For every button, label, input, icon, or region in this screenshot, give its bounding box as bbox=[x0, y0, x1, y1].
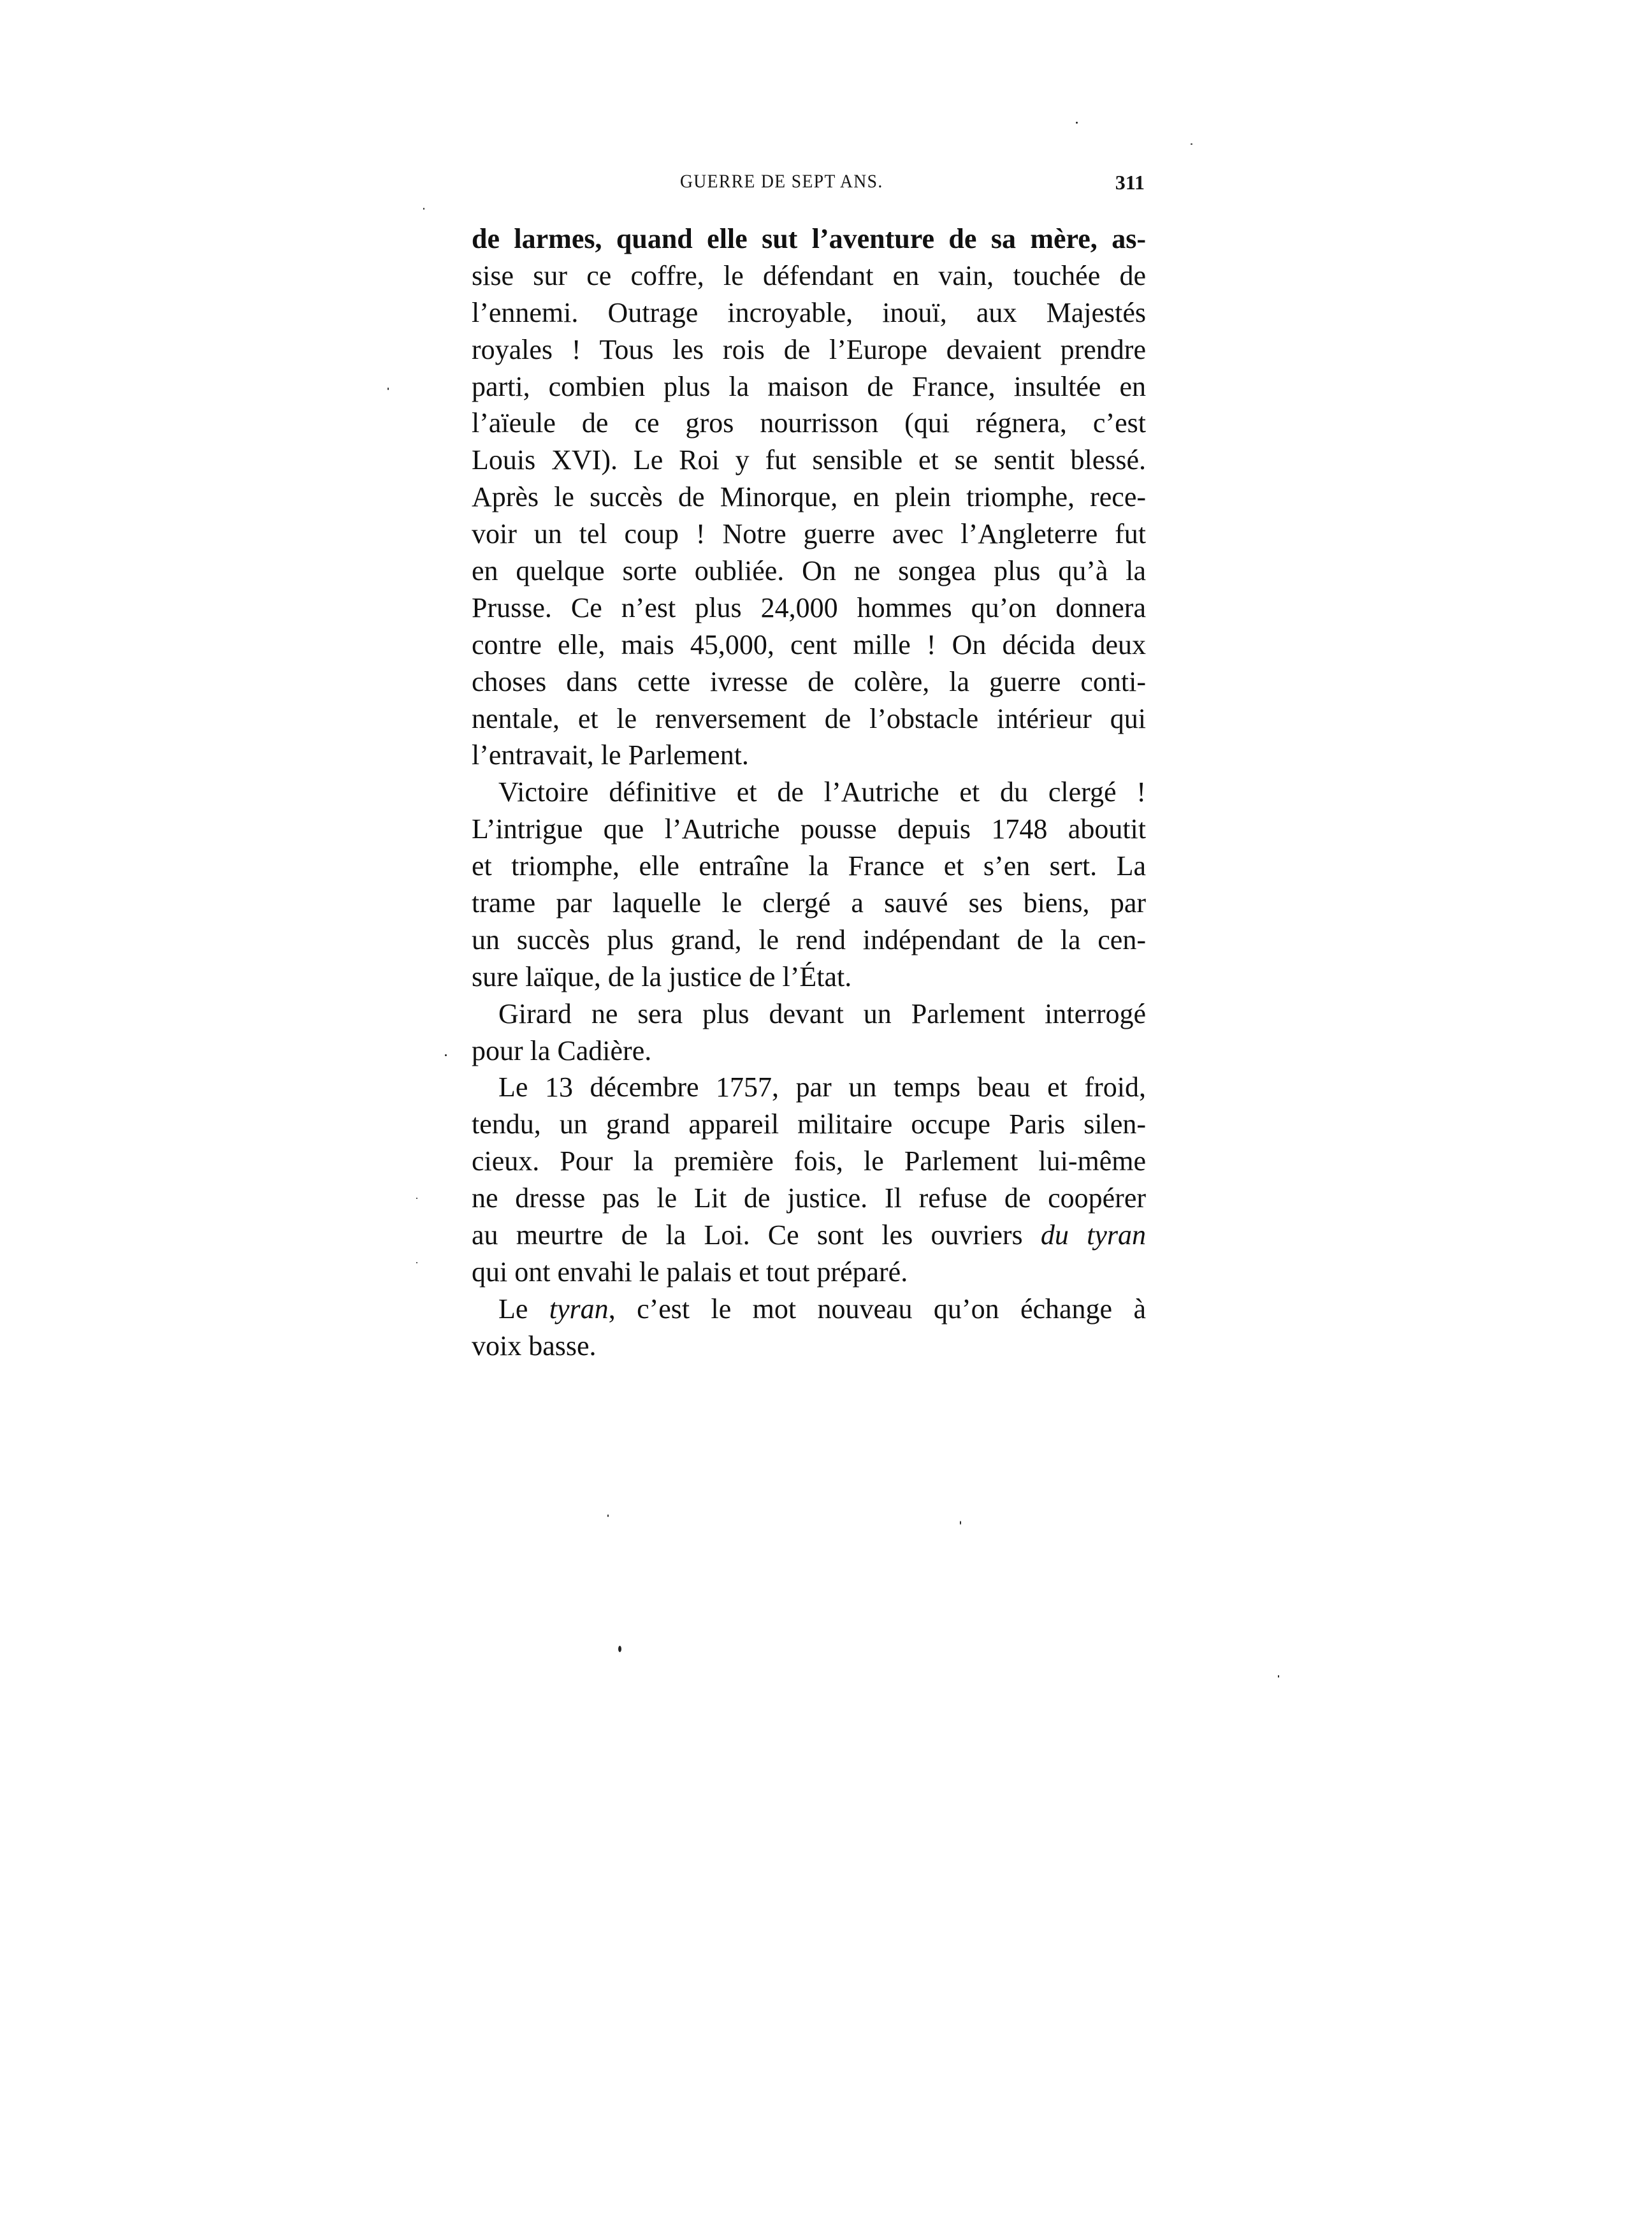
text-run: , c’est le mot nouveau qu’on échange à bbox=[608, 1293, 1146, 1325]
text-line: ne dresse pas le Lit de justice. Il refuse de coopérer bbox=[472, 1182, 1146, 1214]
scan-speck bbox=[1191, 143, 1192, 145]
text-line: contre elle, mais 45,000, cent mille ! On décida deux bbox=[472, 628, 1146, 660]
text-line: l’entravait, le Parlement. bbox=[472, 739, 749, 771]
scan-speck bbox=[416, 1198, 417, 1199]
running-title: GUERRE DE SEPT ANS. bbox=[680, 171, 883, 192]
scan-speck bbox=[1076, 122, 1078, 124]
text-line: Victoire définitive et de l’Autriche et du clergé ! bbox=[498, 776, 1146, 808]
text-line: de larmes, quand elle sut l’aventure de sa mère, as- bbox=[472, 223, 1146, 254]
scan-speck bbox=[618, 1646, 621, 1652]
text-run: Le bbox=[498, 1293, 549, 1325]
text-line: L’intrigue que l’Autriche pousse depuis 1748 aboutit bbox=[472, 813, 1146, 845]
page-number: 311 bbox=[1115, 171, 1145, 194]
italic-text: tyran bbox=[549, 1293, 609, 1325]
text-line: nentale, et le renversement de l’obstacle intérieur qui bbox=[472, 702, 1146, 734]
running-head bbox=[472, 171, 1146, 199]
text-line: et triomphe, elle entraîne la France et s’en sert. La bbox=[472, 850, 1146, 882]
text-line: l’aïeule de ce gros nourrisson (qui régnera, c’est bbox=[472, 407, 1146, 439]
scan-speck bbox=[388, 388, 389, 390]
text-line: cieux. Pour la première fois, le Parlement lui-même bbox=[472, 1145, 1146, 1177]
scan-speck bbox=[607, 1514, 609, 1517]
scan-speck bbox=[960, 1521, 961, 1525]
text-line: trame par laquelle le clergé a sauvé ses biens, par bbox=[472, 887, 1146, 919]
scan-speck bbox=[1278, 1675, 1279, 1678]
text-line: royales ! Tous les rois de l’Europe devaient prendre bbox=[472, 333, 1146, 365]
text-line: pour la Cadière. bbox=[472, 1035, 652, 1066]
text-line: Louis XVI). Le Roi y fut sensible et se sentit blessé. bbox=[472, 444, 1146, 476]
text-line: en quelque sorte oubliée. On ne songea plus qu’à la bbox=[472, 555, 1146, 587]
text-line: Prusse. Ce n’est plus 24,000 hommes qu’on donnera bbox=[472, 592, 1146, 623]
scan-speck bbox=[416, 1262, 417, 1263]
text-line: un succès plus grand, le rend indépendant de la cen- bbox=[472, 924, 1146, 955]
text-line: Le 13 décembre 1757, par un temps beau et froid, bbox=[498, 1071, 1146, 1103]
text-line: parti, combien plus la maison de France, insultée en bbox=[472, 370, 1146, 402]
italic-text: du tyran bbox=[1040, 1219, 1146, 1251]
text-line: Après le succès de Minorque, en plein triomphe, rece- bbox=[472, 481, 1146, 513]
text-line: voir un tel coup ! Notre guerre avec l’Angleterre fut bbox=[472, 518, 1146, 550]
scan-speck bbox=[445, 1054, 447, 1056]
text-line: voix basse. bbox=[472, 1330, 597, 1361]
text-line: qui ont envahi le palais et tout préparé. bbox=[472, 1256, 908, 1288]
paragraph bbox=[472, 1291, 1146, 1365]
text-run: au meurtre de la Loi. Ce sont les ouvriers bbox=[472, 1219, 1041, 1251]
text-line bbox=[472, 1291, 1146, 1328]
scan-speck bbox=[423, 208, 424, 210]
paragraph bbox=[472, 221, 1146, 774]
text-line: l’ennemi. Outrage incroyable, inouï, aux Majestés bbox=[472, 296, 1146, 328]
body-text bbox=[472, 221, 1146, 1365]
text-line: Girard ne sera plus devant un Parlement interrogé bbox=[498, 998, 1146, 1029]
paragraph bbox=[472, 996, 1146, 1070]
paragraph bbox=[472, 774, 1146, 995]
text-line: choses dans cette ivresse de colère, la guerre conti- bbox=[472, 665, 1146, 697]
paragraph bbox=[472, 1069, 1146, 1290]
text-line bbox=[472, 1217, 1146, 1254]
text-line: tendu, un grand appareil militaire occupe Paris silen- bbox=[472, 1108, 1146, 1140]
text-line: sise sur ce coffre, le défendant en vain, touchée de bbox=[472, 259, 1146, 291]
text-line: sure laïque, de la justice de l’État. bbox=[472, 961, 852, 992]
